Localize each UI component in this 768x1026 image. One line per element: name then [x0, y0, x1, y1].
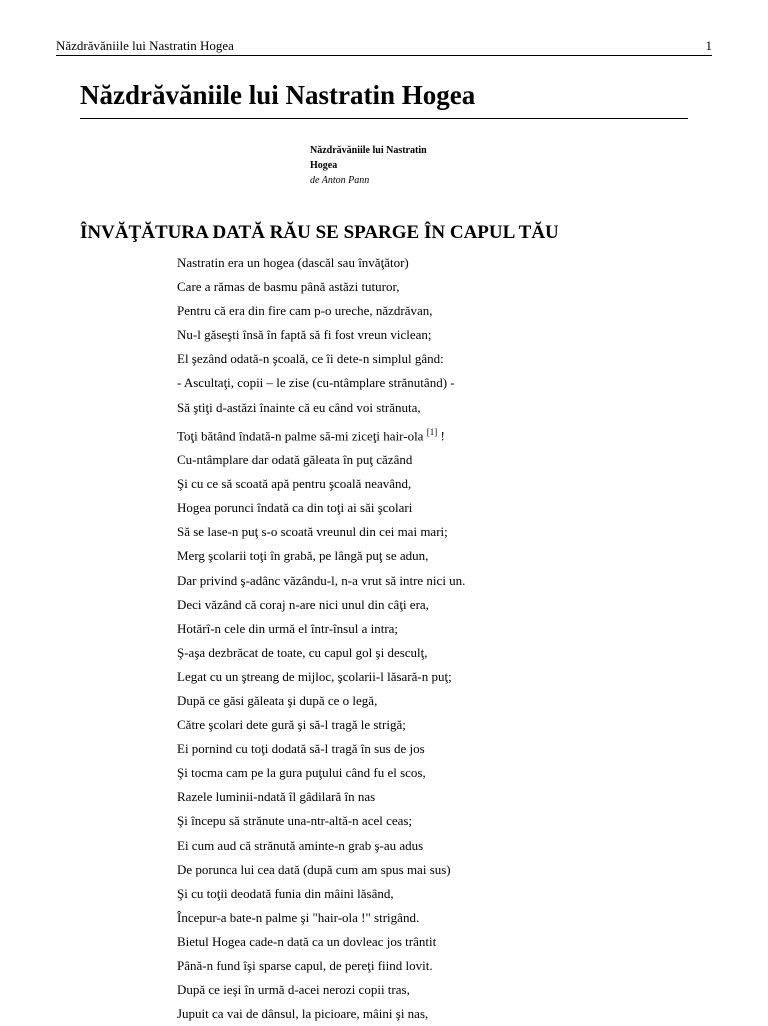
verse-line: - Ascultaţi, copii – le zise (cu-ntâmplare strănutând) -	[177, 375, 455, 391]
verse-line: Ş-aşa dezbrăcat de toate, cu capul gol şi desculţ,	[177, 644, 428, 660]
verse-line: Pentru că era din fire cam p-o ureche, năzdrăvan,	[177, 303, 433, 319]
footnote-link[interactable]: [1]	[426, 426, 438, 437]
verse-line: Începur-a bate-n palme şi "hair-ola !" strigând.	[177, 909, 420, 925]
verse-line: Nastratin era un hogea (dascăl sau învăţător)	[177, 255, 409, 270]
verse-line: Până-n fund îşi sparse capul, de pereţi fiind lovit.	[177, 958, 433, 974]
verse-line: Jupuit ca vai de dânsul, la picioare, mâini şi nas,	[177, 1006, 429, 1022]
page-number: 1	[705, 38, 712, 53]
document-title: Năzdrăvăniile lui Nastratin Hogea	[80, 80, 476, 110]
verse-line: Către şcolari dete gură şi să-l tragă le strigă;	[177, 717, 406, 733]
verse-line: Şi începu să strănute una-ntr-altă-n acel ceas;	[177, 813, 413, 829]
verse-line: Razele luminii-ndată îl gâdilară în nas	[177, 789, 376, 805]
verse-line: Şi tocma cam pe la gura puţului când fu el scos,	[177, 765, 426, 781]
verse-line: Nu-l găseşti însă în faptă să fi fost vreun viclean;	[177, 327, 432, 343]
verse-line: Hotărî-n cele din urmă el într-însul a intra;	[177, 620, 399, 636]
running-header	[56, 38, 712, 56]
verse-line: Cu-ntâmplare dar odată găleata în puţ căzând	[177, 452, 413, 468]
verse-line: Şi cu toţii deodată funia din mâini lăsând,	[177, 885, 394, 901]
verse-line: După ce găsi găleata şi după ce o legă,	[177, 693, 378, 709]
verse-line: Ei cum aud că strănută aminte-n grab ş-au adus	[177, 837, 424, 853]
verse-line: Dar privind ş-adânc văzându-l, n-a vrut să intre nici un.	[177, 572, 466, 588]
verse-line: După ce ieşi în urmă d-acei nerozi copii tras,	[177, 982, 410, 998]
verse-line: El şezând odată-n şcoală, ce îi dete-n simplul gând:	[177, 351, 444, 367]
verse-line: Care a rămas de basmu până astăzi tuturor,	[177, 279, 400, 295]
verse-line: Deci văzând că coraj n-are nici unul din câţi era,	[177, 596, 429, 612]
meta-author: de Anton Pann	[310, 175, 370, 186]
meta-title-line-2: Hogea	[310, 160, 338, 171]
verse-text: Toţi bătând îndată-n palme să-mi ziceţi hair-ola	[177, 427, 424, 443]
running-title: Năzdrăvăniile lui Nastratin Hogea	[56, 38, 234, 53]
verse-line: Să se lase-n puţ s-o scoată vreunul din cei mai mari;	[177, 524, 448, 540]
verse-line: Ei pornind cu toţi dodată să-l tragă în sus de jos	[177, 741, 425, 757]
document-meta	[310, 143, 490, 188]
verse-line: Bietul Hogea cade-n dată ca un dovleac jos trântit	[177, 933, 437, 949]
verse-line-with-footnote	[177, 420, 465, 448]
verse-line: Merg şcolarii toţi în grabă, pe lângă puţ se adun,	[177, 548, 429, 564]
verse-line: De porunca lui cea dată (după cum am spus mai sus)	[177, 861, 451, 877]
verse-line: Şi cu ce să scoată apă pentru şcoală neavând,	[177, 476, 412, 492]
verse-line: Hogea porunci îndată ca din toţi ai săi şcolari	[177, 500, 413, 516]
title-divider	[80, 118, 688, 119]
section-heading: ÎNVĂŢĂTURA DATĂ RĂU SE SPARGE ÎN CAPUL TĂU	[80, 222, 559, 243]
verse-tail: !	[437, 427, 445, 443]
verse-line: Să ştiţi d-astăzi înainte că eu când voi strănuta,	[177, 399, 421, 415]
poem-verses	[177, 251, 465, 1026]
meta-title-line-1: Năzdrăvăniile lui Nastratin	[310, 145, 427, 156]
verse-line: Legat cu un ştreang de mijloc, şcolarii-l lăsară-n puţ;	[177, 668, 452, 684]
